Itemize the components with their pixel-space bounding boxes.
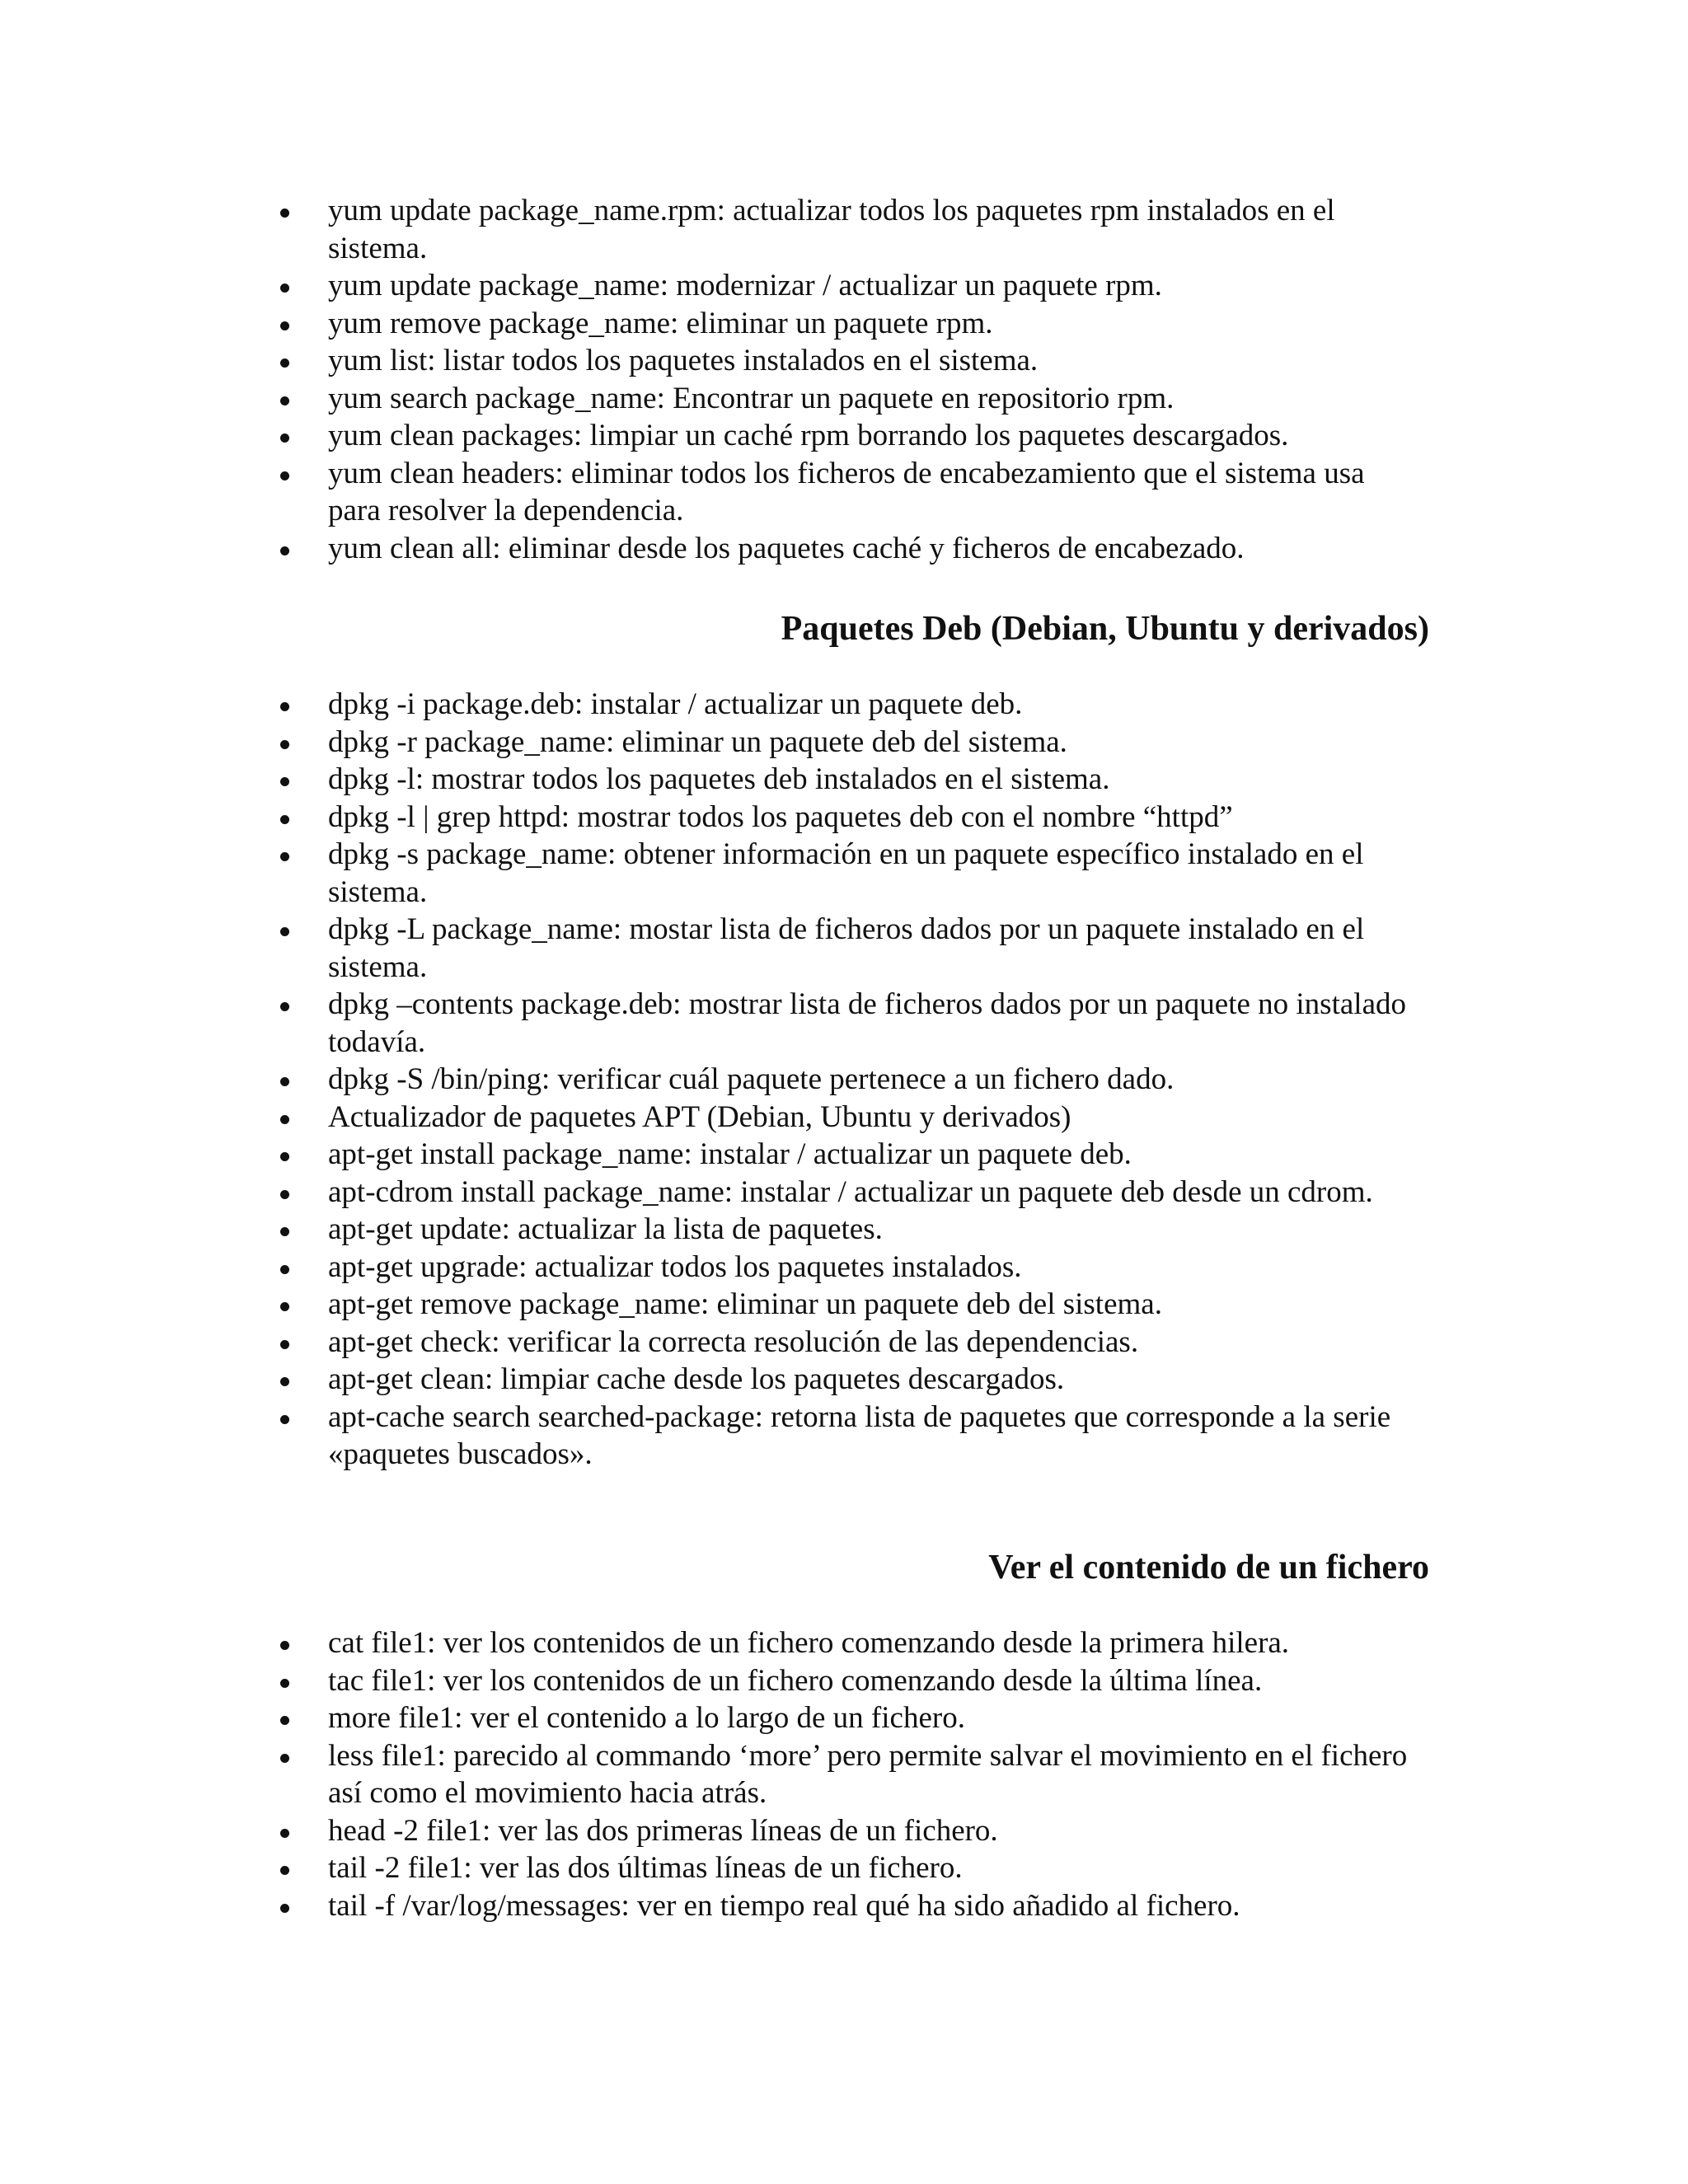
view-file-command-list (0, 1624, 1688, 1924)
list-item: dpkg -r package_name: eliminar un paquete deb del sistema. (0, 724, 1424, 762)
deb-command-list (0, 686, 1688, 1474)
list-item: dpkg -i package.deb: instalar / actualizar un paquete deb. (0, 686, 1424, 724)
list-item: yum clean packages: limpiar un caché rpm borrando los paquetes descargados. (0, 417, 1424, 455)
list-item: dpkg -l | grep httpd: mostrar todos los paquetes deb con el nombre “httpd” (0, 799, 1424, 837)
yum-command-list (0, 192, 1688, 567)
list-item: dpkg -S /bin/ping: verificar cuál paquete pertenece a un fichero dado. (0, 1061, 1424, 1099)
list-item: yum remove package_name: eliminar un paquete rpm. (0, 305, 1424, 343)
list-item: tail -2 file1: ver las dos últimas líneas de un fichero. (0, 1849, 1424, 1887)
list-item: yum update package_name: modernizar / actualizar un paquete rpm. (0, 267, 1424, 305)
list-item: cat file1: ver los contenidos de un fichero comenzando desde la primera hilera. (0, 1624, 1424, 1662)
list-item: yum search package_name: Encontrar un paquete en repositorio rpm. (0, 380, 1424, 418)
list-item: yum update package_name.rpm: actualizar todos los paquetes rpm instalados en el sistema. (0, 192, 1424, 267)
list-item: apt-cache search searched-package: retorna lista de paquetes que corresponde a la serie «paquetes buscados». (0, 1399, 1424, 1474)
list-item: Actualizador de paquetes APT (Debian, Ubuntu y derivados) (0, 1099, 1424, 1137)
list-item: more file1: ver el contenido a lo largo de un fichero. (0, 1699, 1424, 1737)
list-item: dpkg –contents package.deb: mostrar lista de ficheros dados por un paquete no instalado todavía. (0, 986, 1424, 1061)
list-item: less file1: parecido al commando ‘more’ pero permite salvar el movimiento en el fichero así como el movimiento hacia atrás. (0, 1737, 1424, 1812)
list-item: dpkg -l: mostrar todos los paquetes deb instalados en el sistema. (0, 761, 1424, 799)
list-item: tail -f /var/log/messages: ver en tiempo real qué ha sido añadido al fichero. (0, 1887, 1424, 1925)
list-item: apt-get remove package_name: eliminar un paquete deb del sistema. (0, 1286, 1424, 1324)
list-item: apt-get check: verificar la correcta resolución de las dependencias. (0, 1324, 1424, 1361)
list-item: dpkg -L package_name: mostar lista de ficheros dados por un paquete instalado en el sistema. (0, 911, 1424, 986)
list-item: head -2 file1: ver las dos primeras líneas de un fichero. (0, 1812, 1424, 1850)
list-item: apt-cdrom install package_name: instalar / actualizar un paquete deb desde un cdrom. (0, 1174, 1424, 1212)
list-item: yum list: listar todos los paquetes instalados en el sistema. (0, 342, 1424, 380)
list-item: apt-get install package_name: instalar / actualizar un paquete deb. (0, 1136, 1424, 1174)
section-heading-deb-packages: Paquetes Deb (Debian, Ubuntu y derivados) (781, 610, 1429, 648)
list-item: yum clean headers: eliminar todos los ficheros de encabezamiento que el sistema usa para resolver la dependencia. (0, 455, 1424, 530)
list-item: yum clean all: eliminar desde los paquetes caché y ficheros de encabezado. (0, 530, 1424, 568)
list-item: tac file1: ver los contenidos de un fichero comenzando desde la última línea. (0, 1662, 1424, 1700)
list-item: apt-get clean: limpiar cache desde los paquetes descargados. (0, 1361, 1424, 1399)
list-item: apt-get update: actualizar la lista de paquetes. (0, 1211, 1424, 1249)
section-heading-view-file: Ver el contenido de un fichero (988, 1549, 1429, 1586)
list-item: dpkg -s package_name: obtener información en un paquete específico instalado en el sistema. (0, 836, 1424, 911)
list-item: apt-get upgrade: actualizar todos los paquetes instalados. (0, 1249, 1424, 1286)
